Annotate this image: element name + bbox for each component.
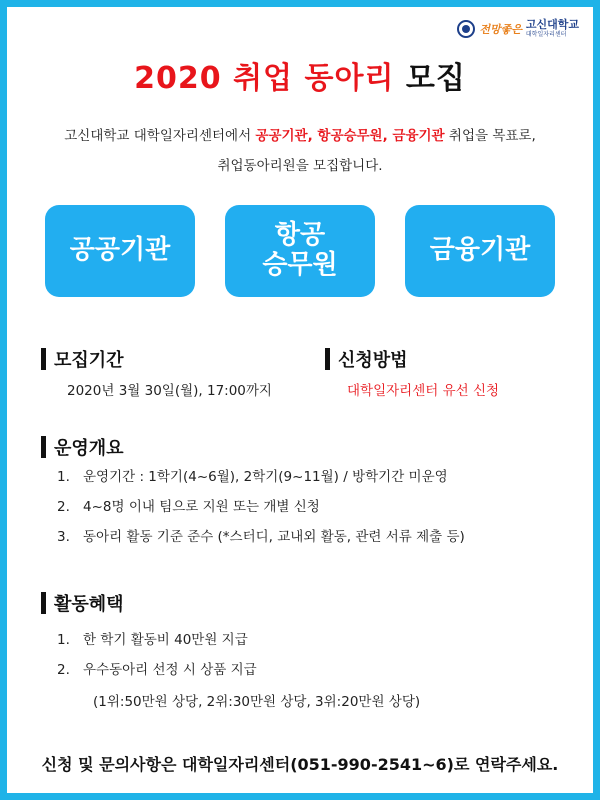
section-bar: [41, 592, 46, 614]
section-heading: 신청방법: [338, 350, 408, 371]
list-item: [57, 492, 465, 522]
benefits-note: (1위:50만원 상당, 2위:30만원 상당, 3위:20만원 상당): [93, 694, 421, 710]
target-cards: [45, 205, 555, 297]
section-overview: [41, 434, 124, 460]
university-seal-icon: [457, 20, 475, 38]
benefits-list: [57, 625, 257, 685]
overview-list: [57, 462, 465, 552]
list-item-num: 2.: [57, 662, 70, 678]
section-recruit-period: [41, 346, 124, 372]
card-financial-institution: 금융기관: [405, 205, 555, 297]
logo-name: 고신대학교: [525, 18, 579, 31]
intro-highlight: 공공기관, 항공승무원, 금융기관: [255, 128, 445, 144]
page-title: [7, 53, 593, 97]
section-apply-method: [325, 346, 408, 372]
intro-line-2: 취업동아리원을 모집합니다.: [217, 158, 383, 174]
intro-line-1: [37, 121, 563, 151]
list-item-text: 운영기간 : 1학기(4~6월), 2학기(9~11월) / 방학기간 미운영: [83, 469, 448, 485]
list-item: [57, 655, 257, 685]
section-bar: [325, 348, 330, 370]
list-item-text: 우수동아리 선정 시 상품 지급: [83, 662, 257, 678]
intro-text: [37, 121, 563, 181]
apply-method-text: 대학일자리센터 유선 신청: [347, 383, 500, 399]
university-logo: [457, 19, 579, 38]
section-benefits: [41, 590, 124, 616]
list-item-num: 2.: [57, 499, 70, 515]
card-flight-attendant: [225, 205, 375, 297]
list-item: [57, 462, 465, 492]
logo-sub: 대학일자리센터: [525, 31, 567, 38]
title-main: 2020 취업 동아리: [134, 61, 395, 96]
section-bar: [41, 348, 46, 370]
list-item-num: 1.: [57, 469, 70, 485]
list-item-num: 3.: [57, 529, 70, 545]
list-item: [57, 522, 465, 552]
logo-slogan: 전망좋은: [479, 22, 522, 36]
section-heading: 모집기간: [54, 350, 124, 371]
intro-line-1-post: 취업을 목표로,: [444, 128, 536, 144]
recruit-period-text: 2020년 3월 30일(월), 17:00까지: [67, 383, 272, 399]
intro-line-1-pre: 고신대학교 대학일자리센터에서: [64, 128, 256, 144]
section-heading: 운영개요: [54, 438, 124, 459]
list-item: [57, 625, 257, 655]
list-item-text: 동아리 활동 기준 준수 (*스터디, 교내외 활동, 관련 서류 제출 등): [83, 529, 465, 545]
list-item-text: 4~8명 이내 팀으로 지원 또는 개별 신청: [83, 499, 320, 515]
contact-footer: 신청 및 문의사항은 대학일자리센터(051-990-2541~6)로 연락주세요.: [41, 755, 559, 774]
logo-text: [526, 19, 579, 38]
section-heading: 활동혜택: [54, 594, 124, 615]
card-public-institution: 공공기관: [45, 205, 195, 297]
card-flight-attendant-label: 항공 승무원: [262, 220, 338, 280]
list-item-text: 한 학기 활동비 40만원 지급: [83, 632, 248, 648]
section-bar: [41, 436, 46, 458]
list-item-num: 1.: [57, 632, 70, 648]
title-suffix: 모집: [394, 61, 466, 96]
